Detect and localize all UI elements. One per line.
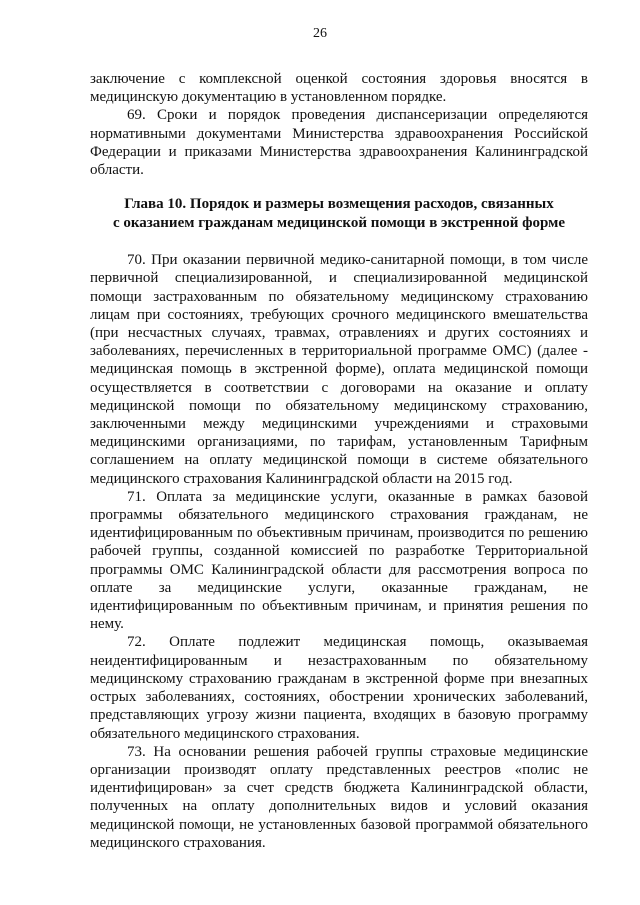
page-content [90,70,588,852]
chapter-heading-line-2: с оказанием гражданам медицинской помощи в экстренной форме [112,215,566,232]
page-number: 26 [313,26,327,41]
paragraph-72: 72. Оплате подлежит медицинская помощь, оказываемая неидентифицированным и незастрахованным по обязательному медицинскому страхованию гражданам в экстренной форме при внезапных острых заболеваниях, состояниях, обострении хронических заболеваний, представляющих угрозу жизни пациента, входящих в базовую программу обязательного медицинского страхования. [90,634,588,742]
chapter-heading [90,195,588,233]
chapter-heading-line-1: Глава 10. Порядок и размеры возмещения расходов, связанных [124,196,554,213]
paragraph-73: 73. На основании решения рабочей группы страховые медицинские организации производят оплату представленных реестров «полис не идентифицирован» за счет средств бюджета Калининградской области, полученных на оплату дополнительных видов и условий оказания медицинской помощи, не установленных базовой программой обязательного медицинского страхования. [90,743,588,851]
paragraph-70: 70. При оказании первичной медико-санитарной помощи, в том числе первичной специализированной, и специализированной медицинской помощи застрахованным по обязательному медицинскому страхованию лицам при состояниях, требующих срочного медицинского вмешательства (при несчастных случаях, травмах, отравлениях и других состояниях и заболеваниях, перечисленных в территориальной программе ОМС) (далее - медицинская помощь в экстренной форме), оплата медицинской помощи осуществляется в соответствии с договорами на оказание и оплату медицинской помощи по обязательному медицинскому страхованию, заключенными между медицинскими учреждениями и страховыми медицинскими организациями, по тарифам, установленным Тарифным соглашением на оплату медицинской помощи в системе обязательного медицинского страхования Калининградской области на 2015 год. [90,252,588,487]
paragraph-68-continuation: заключение с комплексной оценкой состояния здоровья вносятся в медицинскую документацию в установленном порядке. [90,71,588,106]
paragraph-69: 69. Сроки и порядок проведения диспансеризации определяются нормативными документами Министерства здравоохранения Российской Федерации и приказами Министерства здравоохранения Калининградской области. [90,107,588,179]
paragraph-71: 71. Оплата за медицинские услуги, оказанные в рамках базовой программы обязательного медицинского страхования гражданам, не идентифицированным по объективным причинам, производится по решению рабочей группы, созданной комиссией по разработке Территориальной программы ОМС Калининградской области для рассмотрения вопроса по оплате за медицинские услуги, оказанные гражданам, не идентифицированным по объективным причинам, и принятия решения по нему. [90,488,588,633]
